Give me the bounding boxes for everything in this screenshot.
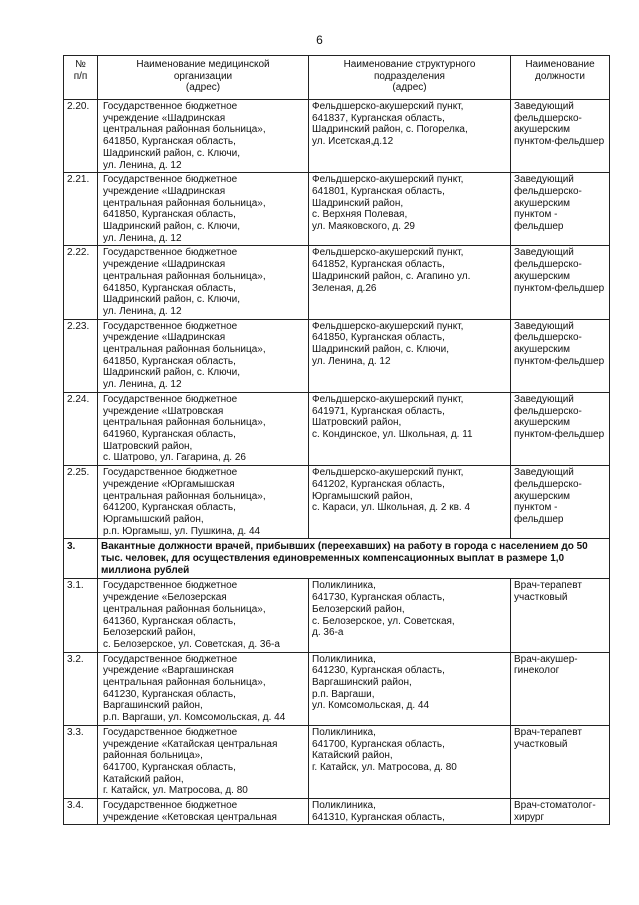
organization-cell: Государственное бюджетное учреждение «Шадринская центральная районная больница», 641850, Курганская область, Шадринский район, с. Ключи, ул. Ленина, д. 12 xyxy=(98,319,309,392)
table-row xyxy=(64,100,610,173)
row-number: 2.24. xyxy=(64,392,98,465)
header-number: № п/п xyxy=(64,56,98,100)
header-organization: Наименование медицинской организации (адрес) xyxy=(98,56,309,100)
organization-cell: Государственное бюджетное учреждение «Шадринская центральная районная больница», 641850, Курганская область, Шадринский район, с. Ключи, ул. Ленина, д. 12 xyxy=(98,246,309,319)
organization-cell: Государственное бюджетное учреждение «Белозерская центральная районная больница», 641360, Курганская область, Белозерский район, с. Белозерское, ул. Советская, д. 36-а xyxy=(98,579,309,652)
subdivision-cell: Поликлиника, 641700, Курганская область, Катайский район, г. Катайск, ул. Матросова, д. 80 xyxy=(309,725,511,798)
subdivision-cell: Фельдшерско-акушерский пункт, 641837, Курганская область, Шадринский район, с. Погорелка, ул. Исетская,д.12 xyxy=(309,100,511,173)
position-cell: Заведующий фельдшерско- акушерским пунктом-фельдшер xyxy=(511,246,610,319)
organization-cell: Государственное бюджетное учреждение «Кетовская центральная xyxy=(98,799,309,825)
row-number: 3.2. xyxy=(64,652,98,725)
page-number: 6 xyxy=(316,33,323,47)
header-subdivision: Наименование структурного подразделения (адрес) xyxy=(309,56,511,100)
section-number: 3. xyxy=(64,539,98,579)
table-row xyxy=(64,173,610,246)
section-title: Вакантные должности врачей, прибывших (переехавших) на работу в города с населением до 50 тыс. человек, для осуществления единовременных компенсационных выплат в размере 1,0 миллиона рублей xyxy=(98,539,610,579)
table-row xyxy=(64,799,610,825)
row-number: 2.25. xyxy=(64,466,98,539)
table-row xyxy=(64,392,610,465)
table-row xyxy=(64,466,610,539)
position-cell: Врач-акушер- гинеколог xyxy=(511,652,610,725)
table-row xyxy=(64,725,610,798)
position-cell: Заведующий фельдшерско- акушерским пунктом-фельдшер xyxy=(511,100,610,173)
row-number: 2.20. xyxy=(64,100,98,173)
row-number: 3.4. xyxy=(64,799,98,825)
subdivision-cell: Поликлиника, 641230, Курганская область, Варгашинский район, р.п. Варгаши, ул. Комсомольская, д. 44 xyxy=(309,652,511,725)
position-cell: Заведующий фельдшерско- акушерским пунктом-фельдшер xyxy=(511,319,610,392)
row-number: 3.3. xyxy=(64,725,98,798)
position-cell: Врач-терапевт участковый xyxy=(511,579,610,652)
row-number: 2.23. xyxy=(64,319,98,392)
organization-cell: Государственное бюджетное учреждение «Шадринская центральная районная больница», 641850, Курганская область, Шадринский район, с. Ключи, ул. Ленина, д. 12 xyxy=(98,173,309,246)
table-row xyxy=(64,579,610,652)
subdivision-cell: Фельдшерско-акушерский пункт, 641202, Курганская область, Юргамышский район, с. Караси, ул. Школьная, д. 2 кв. 4 xyxy=(309,466,511,539)
row-number: 3.1. xyxy=(64,579,98,652)
organization-cell: Государственное бюджетное учреждение «Варгашинская центральная районная больница», 641230, Курганская область, Варгашинский район, р.п. Варгаши, ул. Комсомольская, д. 44 xyxy=(98,652,309,725)
table-header-row xyxy=(64,56,610,100)
section-header-row xyxy=(64,539,610,579)
position-cell: Заведующий фельдшерско- акушерским пунктом - фельдшер xyxy=(511,466,610,539)
organization-cell: Государственное бюджетное учреждение «Катайская центральная районная больница», 641700, Курганская область, Катайский район, г. Катайск, ул. Матросова, д. 80 xyxy=(98,725,309,798)
row-number: 2.22. xyxy=(64,246,98,319)
position-cell: Заведующий фельдшерско- акушерским пунктом - фельдшер xyxy=(511,173,610,246)
table-body xyxy=(64,100,610,825)
position-cell: Заведующий фельдшерско- акушерским пунктом-фельдшер xyxy=(511,392,610,465)
subdivision-cell: Поликлиника, 641730, Курганская область, Белозерский район, с. Белозерское, ул. Советская, д. 36-а xyxy=(309,579,511,652)
organization-cell: Государственное бюджетное учреждение «Юргамышская центральная районная больница», 641200, Курганская область, Юргамышский район, р.п. Юргамыш, ул. Пушкина, д. 44 xyxy=(98,466,309,539)
subdivision-cell: Фельдшерско-акушерский пункт, 641852, Курганская область, Шадринский район, с. Агапино ул. Зеленая, д.26 xyxy=(309,246,511,319)
position-cell: Врач-стоматолог- хирург xyxy=(511,799,610,825)
subdivision-cell: Поликлиника, 641310, Курганская область, xyxy=(309,799,511,825)
vacancy-table xyxy=(63,55,610,825)
row-number: 2.21. xyxy=(64,173,98,246)
organization-cell: Государственное бюджетное учреждение «Шатровская центральная районная больница», 641960, Курганская область, Шатровский район, с. Шатрово, ул. Гагарина, д. 26 xyxy=(98,392,309,465)
table-row xyxy=(64,319,610,392)
table-row xyxy=(64,246,610,319)
table-row xyxy=(64,652,610,725)
subdivision-cell: Фельдшерско-акушерский пункт, 641801, Курганская область, Шадринский район, с. Верхняя Полевая, ул. Маяковского, д. 29 xyxy=(309,173,511,246)
subdivision-cell: Фельдшерско-акушерский пункт, 641850, Курганская область, Шадринский район, с. Ключи, ул. Ленина, д. 12 xyxy=(309,319,511,392)
position-cell: Врач-терапевт участковый xyxy=(511,725,610,798)
subdivision-cell: Фельдшерско-акушерский пункт, 641971, Курганская область, Шатровский район, с. Кондинское, ул. Школьная, д. 11 xyxy=(309,392,511,465)
header-position: Наименование должности xyxy=(511,56,610,100)
organization-cell: Государственное бюджетное учреждение «Шадринская центральная районная больница», 641850, Курганская область, Шадринский район, с. Ключи, ул. Ленина, д. 12 xyxy=(98,100,309,173)
